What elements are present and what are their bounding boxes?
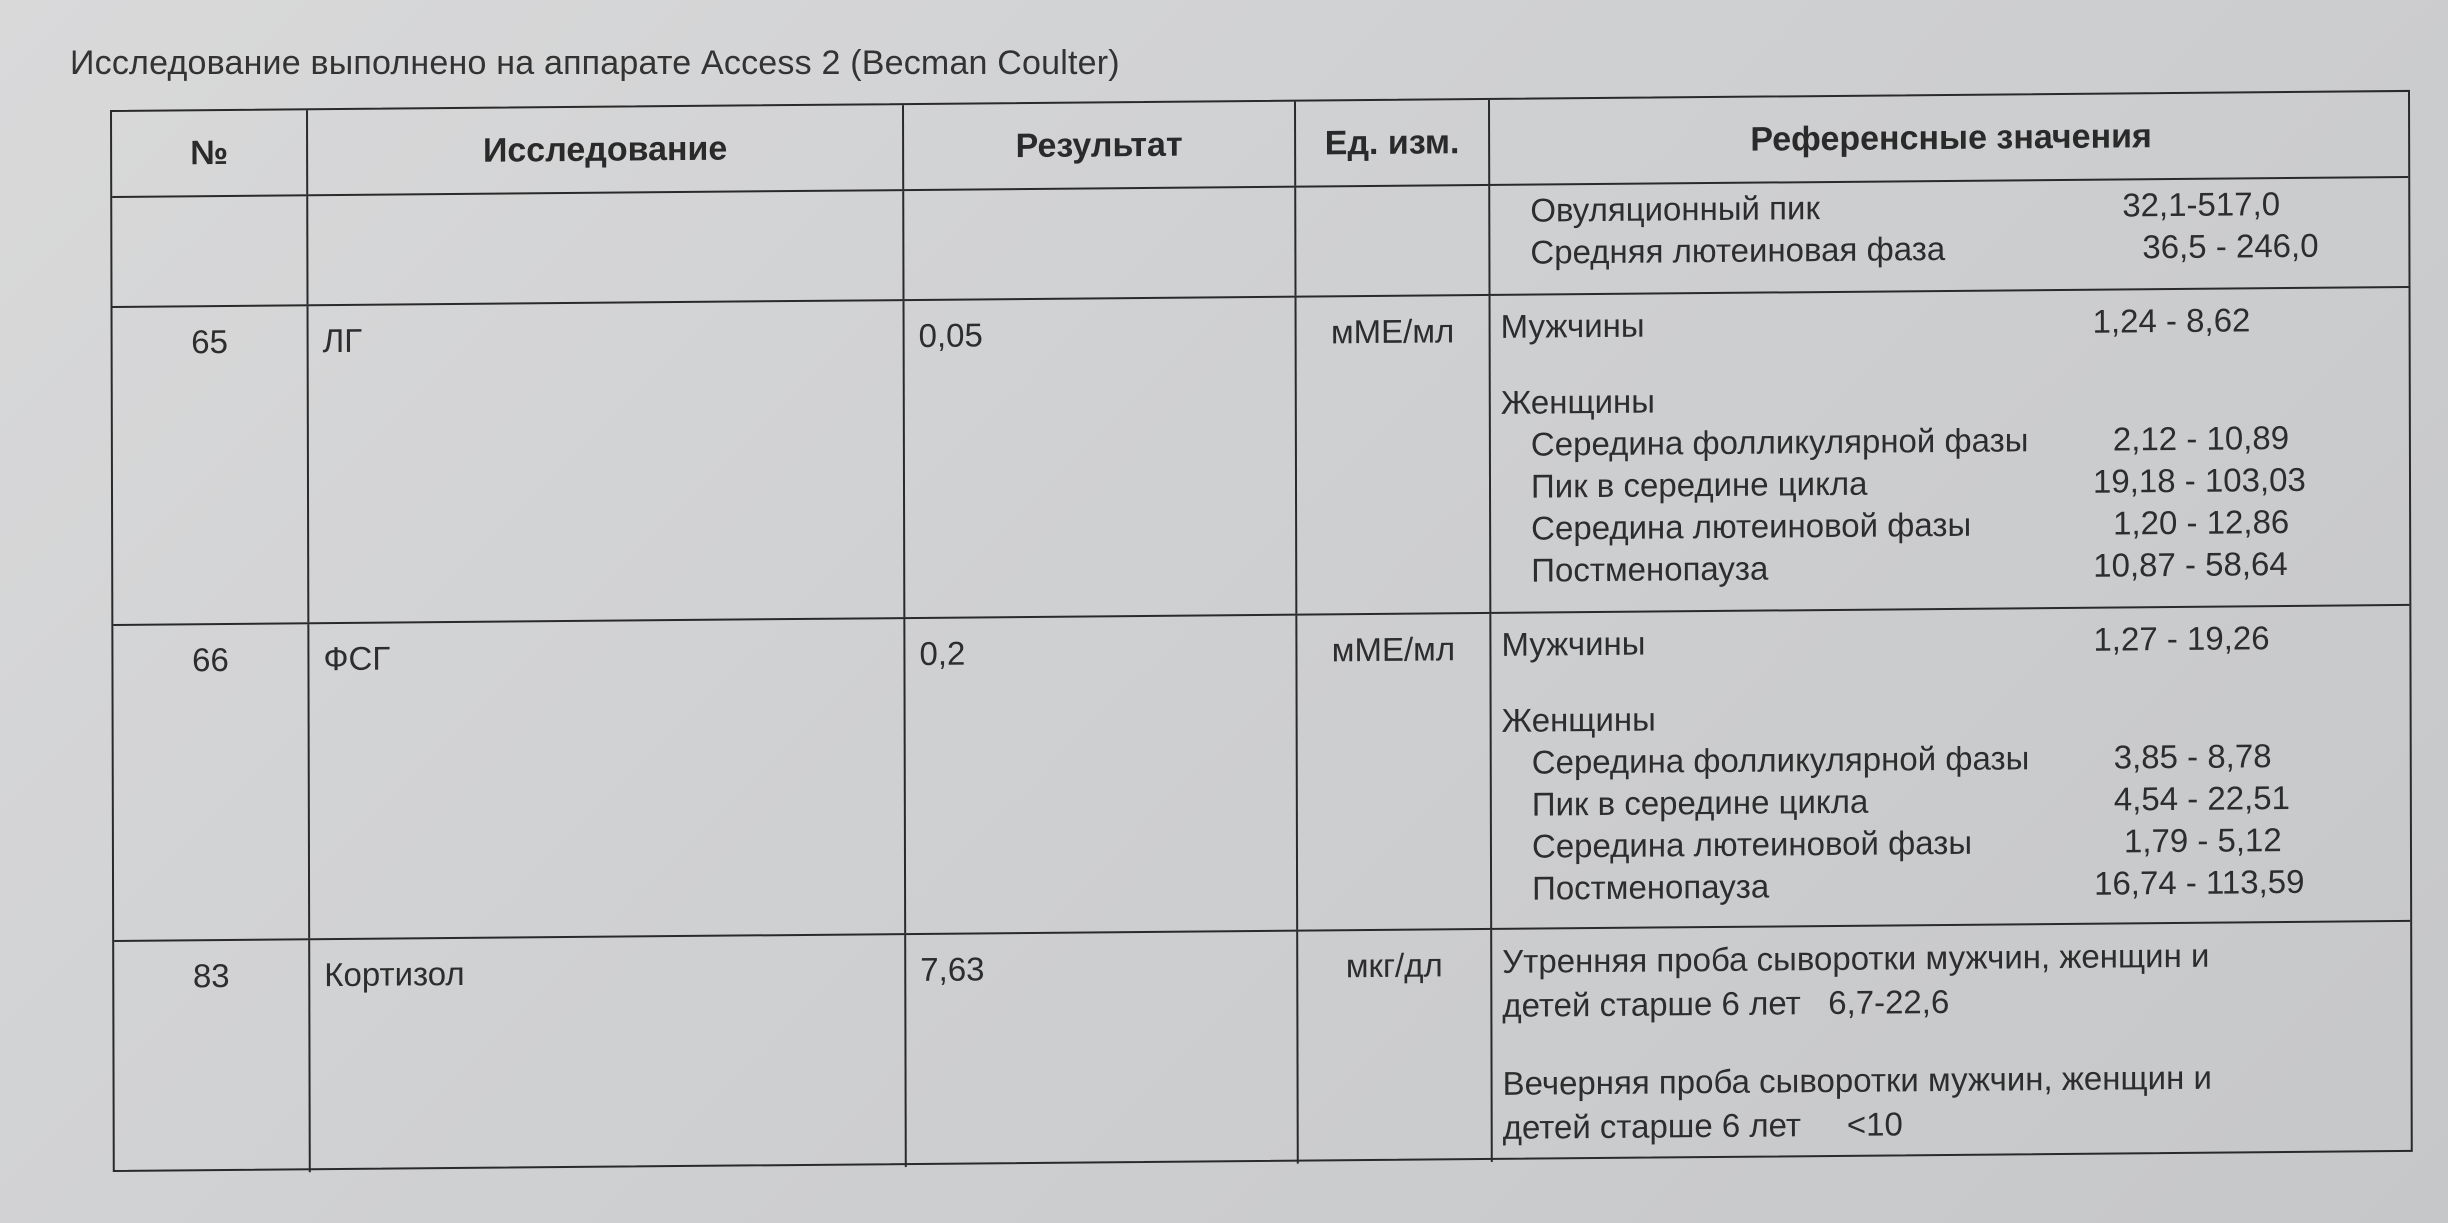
result-value: 7,63	[906, 932, 1299, 1167]
header-number: №	[112, 110, 308, 196]
morning-sample-line: Утренняя проба сыворотки мужчин, женщин и	[1502, 936, 2210, 980]
reference-line-men	[1501, 298, 2401, 348]
reference-value: 4,54 - 22,51	[2113, 778, 2291, 818]
study-name: ЛГ	[309, 301, 906, 622]
reference-label: Середина фолликулярной фазы	[1530, 421, 2029, 463]
result-value: 0,2	[905, 616, 1298, 933]
unit-value: мкг/дл	[1298, 930, 1493, 1164]
results-table	[110, 90, 2413, 1172]
reference-cell	[1490, 178, 2412, 274]
row-number: 83	[114, 940, 311, 1174]
reference-value: 10,87 - 58,64	[2093, 544, 2288, 584]
table-row-continuation	[112, 178, 2408, 308]
reference-label: Средняя лютеиновая фаза	[1530, 229, 1946, 271]
women-label: Женщины	[1500, 382, 1656, 421]
result-value: 0,05	[905, 298, 1298, 617]
reference-line	[1500, 224, 2400, 274]
row-number: 65	[113, 306, 310, 624]
evening-sample-range: детей старше 6 лет <10	[1502, 1105, 1903, 1146]
reference-value: 1,20 - 12,86	[2113, 502, 2290, 542]
reference-label: Пик в середине цикла	[1531, 782, 1869, 823]
reference-value: 19,18 - 103,03	[2092, 460, 2306, 500]
reference-label: Середина фолликулярной фазы	[1531, 739, 2030, 781]
reference-cell	[1491, 606, 2414, 910]
reference-line	[1502, 860, 2402, 910]
reference-value: 36,5 - 246,0	[2142, 226, 2319, 266]
reference-label: Пик в середине цикла	[1530, 464, 1868, 505]
reference-value: 16,74 - 113,59	[2094, 862, 2305, 902]
reference-label: Постменопауза	[1532, 867, 1770, 907]
reference-line-men	[1501, 616, 2401, 666]
unit-value: мМЕ/мл	[1297, 296, 1492, 614]
table-row-cortisol	[114, 922, 2411, 1174]
men-value: 1,24 - 8,62	[2092, 301, 2251, 340]
reference-label: Постменопауза	[1531, 549, 1769, 589]
reference-label: Середина лютеиновой фазы	[1531, 505, 1972, 547]
table-row-lh	[113, 288, 2410, 626]
reference-value: 32,1-517,0	[2122, 185, 2281, 224]
reference-cell	[1492, 922, 2415, 1150]
unit-value: мМЕ/мл	[1297, 614, 1492, 930]
analyzer-caption: Исследование выполнено на аппарате Access 2 (Becman Coulter)	[70, 44, 1120, 82]
reference-cell	[1491, 288, 2414, 592]
study-name: ФСГ	[309, 619, 906, 938]
header-reference: Референсные значения	[1750, 116, 2152, 159]
men-value: 1,27 - 19,26	[2093, 619, 2270, 658]
men-label: Мужчины	[1501, 624, 1646, 663]
reference-value: 1,79 - 5,12	[2123, 821, 2282, 860]
reference-value: 3,85 - 8,78	[2113, 737, 2272, 776]
morning-sample-range: детей старше 6 лет 6,7-22,6	[1502, 982, 1950, 1024]
study-name: Кортизол	[310, 935, 907, 1172]
header-result: Результат	[904, 102, 1296, 189]
reference-line	[1501, 542, 2401, 592]
table-row-fsh	[113, 606, 2410, 942]
reference-value: 2,12 - 10,89	[2112, 418, 2290, 458]
header-study: Исследование	[308, 105, 904, 194]
header-unit: Ед. изм.	[1296, 100, 1490, 186]
evening-sample-line: Вечерняя проба сыворотки мужчин, женщин и	[1502, 1058, 2212, 1102]
reference-label: Середина лютеиновой фазы	[1531, 823, 1973, 865]
reference-label: Овуляционный пик	[1530, 189, 1820, 229]
men-label: Мужчины	[1500, 306, 1645, 345]
women-label: Женщины	[1501, 700, 1656, 739]
row-number: 66	[113, 624, 310, 940]
